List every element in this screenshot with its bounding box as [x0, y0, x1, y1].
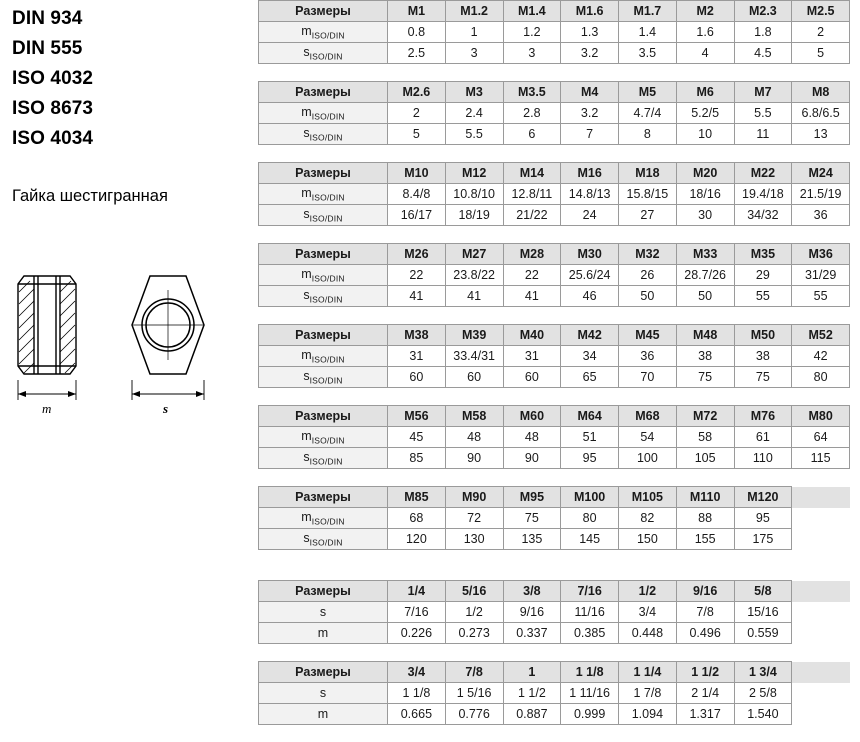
table-row — [259, 704, 850, 725]
row-label-cell: $m_{ISO/DIN}$ — [259, 265, 388, 286]
size-header-cell: M14 — [503, 163, 561, 184]
size-header-cell: M36 — [792, 244, 850, 265]
size-header-cell: 1 — [503, 662, 561, 683]
dimension-label-s: s — [163, 401, 169, 416]
table-header-cell: Размеры — [259, 244, 388, 265]
value-cell: 14.8/13 — [561, 184, 619, 205]
size-header-cell: M3.5 — [503, 82, 561, 103]
dimension-label-m: m — [42, 401, 52, 416]
value-cell: 0.887 — [503, 704, 561, 725]
value-cell: 41 — [503, 286, 561, 307]
value-cell: 2 1/4 — [676, 683, 734, 704]
value-cell: 1 1/2 — [503, 683, 561, 704]
table-row — [259, 367, 850, 388]
row-label-cell: s — [259, 683, 388, 704]
value-cell: 10.8/10 — [445, 184, 503, 205]
value-cell: 88 — [676, 508, 734, 529]
table-header-cell: Размеры — [259, 82, 388, 103]
size-header-cell: M24 — [792, 163, 850, 184]
value-cell: 3.5 — [619, 43, 677, 64]
value-cell: 29 — [734, 265, 792, 286]
value-cell: 75 — [734, 367, 792, 388]
metric-dimension-table — [258, 81, 850, 145]
size-header-cell: M45 — [619, 325, 677, 346]
table-row — [259, 103, 850, 124]
value-cell: 2 5/8 — [734, 683, 792, 704]
table-header-cell: Размеры — [259, 406, 388, 427]
value-cell: 50 — [676, 286, 734, 307]
table-row — [259, 487, 850, 508]
value-cell: 22 — [388, 265, 446, 286]
value-cell: 3 — [445, 43, 503, 64]
value-cell: 25.6/24 — [561, 265, 619, 286]
table-row — [259, 406, 850, 427]
table-row — [259, 43, 850, 64]
value-cell: 95 — [734, 508, 792, 529]
value-cell: 42 — [792, 346, 850, 367]
value-cell: 1.094 — [619, 704, 677, 725]
value-cell: 31/29 — [792, 265, 850, 286]
row-label-cell: m — [259, 623, 388, 644]
value-cell: 26 — [619, 265, 677, 286]
empty-cell — [792, 704, 850, 725]
value-cell: 175 — [734, 529, 792, 550]
value-cell: 105 — [676, 448, 734, 469]
value-cell: 2 — [792, 22, 850, 43]
row-label-cell: $s_{ISO/DIN}$ — [259, 43, 388, 64]
standards-list — [12, 4, 93, 154]
size-header-cell: M68 — [619, 406, 677, 427]
table-row — [259, 325, 850, 346]
size-header-cell: M35 — [734, 244, 792, 265]
row-label-cell: $m_{ISO/DIN}$ — [259, 346, 388, 367]
size-header-cell: M90 — [445, 487, 503, 508]
size-header-cell: M1.2 — [445, 1, 503, 22]
value-cell: 34/32 — [734, 205, 792, 226]
size-header-cell: 7/16 — [561, 581, 619, 602]
row-label-cell: $m_{ISO/DIN}$ — [259, 508, 388, 529]
size-header-cell: M12 — [445, 163, 503, 184]
value-cell: 75 — [676, 367, 734, 388]
size-header-cell: M1.6 — [561, 1, 619, 22]
size-header-cell: M58 — [445, 406, 503, 427]
size-header-cell: 1 1/2 — [676, 662, 734, 683]
value-cell: 1.3 — [561, 22, 619, 43]
value-cell: 5.5 — [445, 124, 503, 145]
value-cell: 0.273 — [445, 623, 503, 644]
value-cell: 1 1/8 — [388, 683, 446, 704]
table-row — [259, 1, 850, 22]
value-cell: 145 — [561, 529, 619, 550]
value-cell: 22 — [503, 265, 561, 286]
size-header-cell: M39 — [445, 325, 503, 346]
value-cell: 8 — [619, 124, 677, 145]
table-header-cell: Размеры — [259, 581, 388, 602]
size-header-cell: M1.7 — [619, 1, 677, 22]
value-cell: 11/16 — [561, 602, 619, 623]
size-header-cell: M28 — [503, 244, 561, 265]
value-cell: 80 — [792, 367, 850, 388]
table-row — [259, 163, 850, 184]
value-cell: 11 — [734, 124, 792, 145]
value-cell: 21/22 — [503, 205, 561, 226]
imperial-dimension-table — [258, 661, 850, 725]
empty-cell — [792, 508, 850, 529]
size-header-cell: M38 — [388, 325, 446, 346]
hex-nut-drawing — [8, 244, 238, 424]
value-cell: 12.8/11 — [503, 184, 561, 205]
value-cell: 36 — [619, 346, 677, 367]
value-cell: 85 — [388, 448, 446, 469]
value-cell: 5.5 — [734, 103, 792, 124]
size-header-cell: M72 — [676, 406, 734, 427]
table-header-cell: Размеры — [259, 662, 388, 683]
size-header-cell: M110 — [676, 487, 734, 508]
value-cell: 95 — [561, 448, 619, 469]
row-label-cell: s — [259, 602, 388, 623]
value-cell: 45 — [388, 427, 446, 448]
value-cell: 48 — [445, 427, 503, 448]
size-header-cell: 3/8 — [503, 581, 561, 602]
value-cell: 16/17 — [388, 205, 446, 226]
value-cell: 38 — [676, 346, 734, 367]
size-header-cell: M7 — [734, 82, 792, 103]
value-cell: 1.540 — [734, 704, 792, 725]
value-cell: 130 — [445, 529, 503, 550]
value-cell: 2.5 — [388, 43, 446, 64]
size-header-cell: M2.3 — [734, 1, 792, 22]
value-cell: 100 — [619, 448, 677, 469]
value-cell: 1.4 — [619, 22, 677, 43]
size-header-cell: M105 — [619, 487, 677, 508]
size-header-cell: M2.5 — [792, 1, 850, 22]
value-cell: 1 5/16 — [445, 683, 503, 704]
value-cell: 24 — [561, 205, 619, 226]
value-cell: 55 — [734, 286, 792, 307]
metric-dimension-table — [258, 0, 850, 64]
table-row — [259, 623, 850, 644]
value-cell: 80 — [561, 508, 619, 529]
value-cell: 55 — [792, 286, 850, 307]
row-label-cell: $s_{ISO/DIN}$ — [259, 286, 388, 307]
value-cell: 1.8 — [734, 22, 792, 43]
value-cell: 46 — [561, 286, 619, 307]
value-cell: 7 — [561, 124, 619, 145]
empty-cell — [792, 487, 850, 508]
size-header-cell: 1 3/4 — [734, 662, 792, 683]
value-cell: 72 — [445, 508, 503, 529]
row-label-cell: $s_{ISO/DIN}$ — [259, 367, 388, 388]
value-cell: 1.6 — [676, 22, 734, 43]
value-cell: 68 — [388, 508, 446, 529]
value-cell: 2.4 — [445, 103, 503, 124]
size-header-cell: M22 — [734, 163, 792, 184]
value-cell: 33.4/31 — [445, 346, 503, 367]
value-cell: 0.496 — [676, 623, 734, 644]
row-label-cell: m — [259, 704, 388, 725]
table-row — [259, 82, 850, 103]
value-cell: 31 — [388, 346, 446, 367]
value-cell: 41 — [388, 286, 446, 307]
table-row — [259, 683, 850, 704]
value-cell: 15/16 — [734, 602, 792, 623]
value-cell: 0.226 — [388, 623, 446, 644]
value-cell: 0.776 — [445, 704, 503, 725]
size-header-cell: M120 — [734, 487, 792, 508]
size-header-cell: 5/8 — [734, 581, 792, 602]
size-header-cell: M26 — [388, 244, 446, 265]
size-header-cell: M8 — [792, 82, 850, 103]
value-cell: 8.4/8 — [388, 184, 446, 205]
value-cell: 0.999 — [561, 704, 619, 725]
metric-dimension-table — [258, 324, 850, 388]
value-cell: 110 — [734, 448, 792, 469]
size-header-cell: 9/16 — [676, 581, 734, 602]
table-row — [259, 244, 850, 265]
value-cell: 2 — [388, 103, 446, 124]
size-header-cell: M6 — [676, 82, 734, 103]
size-header-cell: M42 — [561, 325, 619, 346]
left-info-panel — [0, 0, 250, 716]
size-header-cell: M50 — [734, 325, 792, 346]
value-cell: 1 11/16 — [561, 683, 619, 704]
value-cell: 31 — [503, 346, 561, 367]
standard-item: ISO 4034 — [12, 128, 94, 149]
size-header-cell: M80 — [792, 406, 850, 427]
table-header-cell: Размеры — [259, 487, 388, 508]
table-row — [259, 22, 850, 43]
empty-cell — [792, 662, 850, 683]
value-cell: 18/19 — [445, 205, 503, 226]
size-header-cell: 1 1/8 — [561, 662, 619, 683]
value-cell: 3/4 — [619, 602, 677, 623]
value-cell: 28.7/26 — [676, 265, 734, 286]
value-cell: 50 — [619, 286, 677, 307]
table-row — [259, 508, 850, 529]
size-header-cell: M20 — [676, 163, 734, 184]
table-row — [259, 602, 850, 623]
value-cell: 7/16 — [388, 602, 446, 623]
value-cell: 1.2 — [503, 22, 561, 43]
value-cell: 5.2/5 — [676, 103, 734, 124]
row-label-cell: $m_{ISO/DIN}$ — [259, 184, 388, 205]
imperial-dimension-table — [258, 580, 850, 644]
size-header-cell: M5 — [619, 82, 677, 103]
size-header-cell: 1/4 — [388, 581, 446, 602]
table-row — [259, 529, 850, 550]
standard-item: DIN 555 — [12, 38, 83, 59]
value-cell: 7/8 — [676, 602, 734, 623]
value-cell: 51 — [561, 427, 619, 448]
value-cell: 6 — [503, 124, 561, 145]
size-header-cell: M60 — [503, 406, 561, 427]
row-label-cell: $s_{ISO/DIN}$ — [259, 448, 388, 469]
size-header-cell: M18 — [619, 163, 677, 184]
row-label-cell: $s_{ISO/DIN}$ — [259, 205, 388, 226]
size-header-cell: M95 — [503, 487, 561, 508]
value-cell: 4.5 — [734, 43, 792, 64]
table-row — [259, 265, 850, 286]
value-cell: 36 — [792, 205, 850, 226]
size-header-cell: M48 — [676, 325, 734, 346]
value-cell: 3.2 — [561, 103, 619, 124]
metric-dimension-table — [258, 243, 850, 307]
empty-cell — [792, 529, 850, 550]
size-header-cell: 3/4 — [388, 662, 446, 683]
value-cell: 155 — [676, 529, 734, 550]
value-cell: 70 — [619, 367, 677, 388]
size-header-cell: M100 — [561, 487, 619, 508]
value-cell: 15.8/15 — [619, 184, 677, 205]
value-cell: 0.8 — [388, 22, 446, 43]
size-header-cell: M10 — [388, 163, 446, 184]
table-header-cell: Размеры — [259, 1, 388, 22]
value-cell: 75 — [503, 508, 561, 529]
table-row — [259, 662, 850, 683]
table-row — [259, 205, 850, 226]
value-cell: 30 — [676, 205, 734, 226]
value-cell: 60 — [445, 367, 503, 388]
row-label-cell: $m_{ISO/DIN}$ — [259, 22, 388, 43]
value-cell: 61 — [734, 427, 792, 448]
empty-cell — [792, 581, 850, 602]
table-row — [259, 286, 850, 307]
size-header-cell: M52 — [792, 325, 850, 346]
value-cell: 38 — [734, 346, 792, 367]
value-cell: 21.5/19 — [792, 184, 850, 205]
dimension-tables-panel — [258, 0, 854, 742]
hex-nut-svg — [8, 244, 238, 424]
size-header-cell: 1/2 — [619, 581, 677, 602]
size-header-cell: M2 — [676, 1, 734, 22]
metric-dimension-table — [258, 486, 850, 550]
value-cell: 60 — [388, 367, 446, 388]
size-header-cell: M2.6 — [388, 82, 446, 103]
size-header-cell: M16 — [561, 163, 619, 184]
value-cell: 5 — [388, 124, 446, 145]
value-cell: 120 — [388, 529, 446, 550]
value-cell: 19.4/18 — [734, 184, 792, 205]
empty-cell — [792, 602, 850, 623]
value-cell: 18/16 — [676, 184, 734, 205]
value-cell: 0.559 — [734, 623, 792, 644]
value-cell: 27 — [619, 205, 677, 226]
table-row — [259, 124, 850, 145]
value-cell: 48 — [503, 427, 561, 448]
size-header-cell: 1 1/4 — [619, 662, 677, 683]
size-header-cell: M40 — [503, 325, 561, 346]
value-cell: 60 — [503, 367, 561, 388]
table-header-cell: Размеры — [259, 163, 388, 184]
value-cell: 0.665 — [388, 704, 446, 725]
metric-dimension-table — [258, 162, 850, 226]
row-label-cell: $m_{ISO/DIN}$ — [259, 103, 388, 124]
value-cell: 10 — [676, 124, 734, 145]
size-header-cell: M4 — [561, 82, 619, 103]
value-cell: 1/2 — [445, 602, 503, 623]
standard-item: ISO 4032 — [12, 68, 94, 89]
value-cell: 0.448 — [619, 623, 677, 644]
table-row — [259, 581, 850, 602]
size-header-cell: M56 — [388, 406, 446, 427]
size-header-cell: M1.4 — [503, 1, 561, 22]
row-label-cell: $s_{ISO/DIN}$ — [259, 124, 388, 145]
standard-item: ISO 8673 — [12, 98, 94, 119]
value-cell: 54 — [619, 427, 677, 448]
value-cell: 0.385 — [561, 623, 619, 644]
value-cell: 135 — [503, 529, 561, 550]
size-header-cell: 7/8 — [445, 662, 503, 683]
value-cell: 1 — [445, 22, 503, 43]
table-row — [259, 184, 850, 205]
table-row — [259, 427, 850, 448]
value-cell: 90 — [445, 448, 503, 469]
value-cell: 90 — [503, 448, 561, 469]
value-cell: 5 — [792, 43, 850, 64]
standard-item: DIN 934 — [12, 8, 83, 29]
empty-cell — [792, 683, 850, 704]
size-header-cell: M27 — [445, 244, 503, 265]
size-header-cell: M32 — [619, 244, 677, 265]
row-label-cell: $m_{ISO/DIN}$ — [259, 427, 388, 448]
value-cell: 23.8/22 — [445, 265, 503, 286]
value-cell: 0.337 — [503, 623, 561, 644]
value-cell: 65 — [561, 367, 619, 388]
size-header-cell: M76 — [734, 406, 792, 427]
value-cell: 3 — [503, 43, 561, 64]
value-cell: 64 — [792, 427, 850, 448]
value-cell: 4.7/4 — [619, 103, 677, 124]
value-cell: 13 — [792, 124, 850, 145]
page-title: Гайка шестигранная — [12, 187, 168, 205]
size-header-cell: 5/16 — [445, 581, 503, 602]
value-cell: 82 — [619, 508, 677, 529]
size-header-cell: M3 — [445, 82, 503, 103]
table-row — [259, 346, 850, 367]
value-cell: 3.2 — [561, 43, 619, 64]
value-cell: 6.8/6.5 — [792, 103, 850, 124]
value-cell: 41 — [445, 286, 503, 307]
row-label-cell: $s_{ISO/DIN}$ — [259, 529, 388, 550]
value-cell: 9/16 — [503, 602, 561, 623]
value-cell: 1.317 — [676, 704, 734, 725]
size-header-cell: M1 — [388, 1, 446, 22]
metric-dimension-table — [258, 405, 850, 469]
table-row — [259, 448, 850, 469]
empty-cell — [792, 623, 850, 644]
size-header-cell: M33 — [676, 244, 734, 265]
size-header-cell: M85 — [388, 487, 446, 508]
value-cell: 115 — [792, 448, 850, 469]
value-cell: 2.8 — [503, 103, 561, 124]
size-header-cell: M30 — [561, 244, 619, 265]
table-header-cell: Размеры — [259, 325, 388, 346]
value-cell: 150 — [619, 529, 677, 550]
size-header-cell: M64 — [561, 406, 619, 427]
value-cell: 34 — [561, 346, 619, 367]
value-cell: 1 7/8 — [619, 683, 677, 704]
value-cell: 4 — [676, 43, 734, 64]
value-cell: 58 — [676, 427, 734, 448]
